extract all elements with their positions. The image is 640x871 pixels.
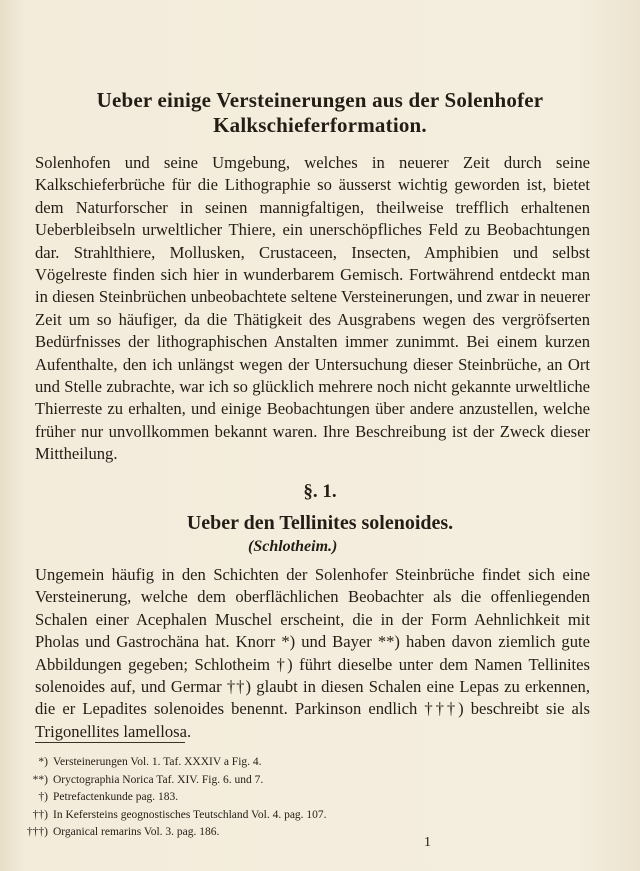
footnote-text: Organical remarins Vol. 3. pag. 186. <box>53 826 220 839</box>
footnote-text: Petrefactenkunde pag. 183. <box>53 791 179 804</box>
footnote-mark: ††) <box>32 808 48 821</box>
footnote <box>24 789 544 807</box>
intro-paragraph: Solenhofen und seine Umgebung, welches in neuerer Zeit durch seine Kalkschieferbrüche für die Lithographie so äusserst wichtig geworden ist, bietet dem Naturforscher in seinen mannigfaltigen, theilweise trefflich erhaltenen Ueberbleibseln urweltlicher Thiere, ein unerschöpfliches Feld zu Beobachtungen dar. Strahlthiere, Mollusken, Crustaceen, Insecten, Amphibien und selbst Vögelreste finden sich hier in wunderbarem Gemisch. Fortwährend entdeckt man in diesen Steinbrüchen unbeobachtete seltene Versteinerungen, und zwar in neuerer Zeit um so häufiger, da die Thätigkeit des Ausgrabens wegen des vergröfserten Bedürfnisses der lithographischen Anstalten immer zunimmt. Bei einem kurzen Aufenthalte, den ich unlängst wegen der Untersuchung dieser Steinbrüche, an Ort und Stelle zubrachte, war ich so glücklich mehrere noch nicht gekannte urweltliche Thierreste zu erhalten, und einige Beobachtungen über andere anzustellen, welche früher nur unvollkommen bekannt waren. Ihre Beschreibung ist der Zweck dieser Mittheilung. <box>35 153 590 464</box>
footnote-text: Oryctographia Norica Taf. XIV. Fig. 6. und 7. <box>53 773 264 786</box>
footnote-text: Versteinerungen Vol. 1. Taf. XXXIV a Fig. 4. <box>53 756 262 768</box>
section-number: §. 1. <box>303 481 337 502</box>
footnote-mark: *) <box>38 756 48 768</box>
section-paragraph: Ungemein häufig in den Schichten der Solenhofer Steinbrüche findet sich eine Versteinerung, welche dem oberflächlichen Beobachter als die offenliegenden Schalen einer Acephalen Muschel erscheint, die in der Form Aehnlichkeit mit Pholas und Gastrochäna hat. Knorr *) und Bayer **) haben davon ziemlich gute Abbildungen gegeben; Schlotheim †) führt dieselbe unter dem Namen Tellinites solenoides auf, und Germar ††) glaubt in diesen Schalen eine Lepas zu erkennen, die er Lepadites solenoides benennt. Parkinson endlich †††) beschreibt sie als Trigonellites lamellosa. <box>35 565 590 741</box>
footnote <box>24 824 544 842</box>
section-title: Ueber den Tellinites solenoides. <box>186 512 454 534</box>
footnote-text: In Kefersteins geognostisches Teutschland Vol. 4. pag. 107. <box>53 808 327 821</box>
footnote <box>24 807 544 825</box>
footnote <box>24 754 544 772</box>
footnote-mark: **) <box>32 773 48 786</box>
article-title: Ueber einige Versteinerungen aus der Solenhofer Kalkschieferformation. <box>96 88 544 137</box>
footnotes <box>24 754 544 842</box>
footnote-divider <box>35 742 185 743</box>
footnote-mark: †) <box>38 791 48 804</box>
section-author: (Schlotheim.) <box>248 538 338 555</box>
footnote-mark: †††) <box>26 826 48 839</box>
page-number: 1 <box>424 835 431 850</box>
footnote <box>24 772 544 790</box>
